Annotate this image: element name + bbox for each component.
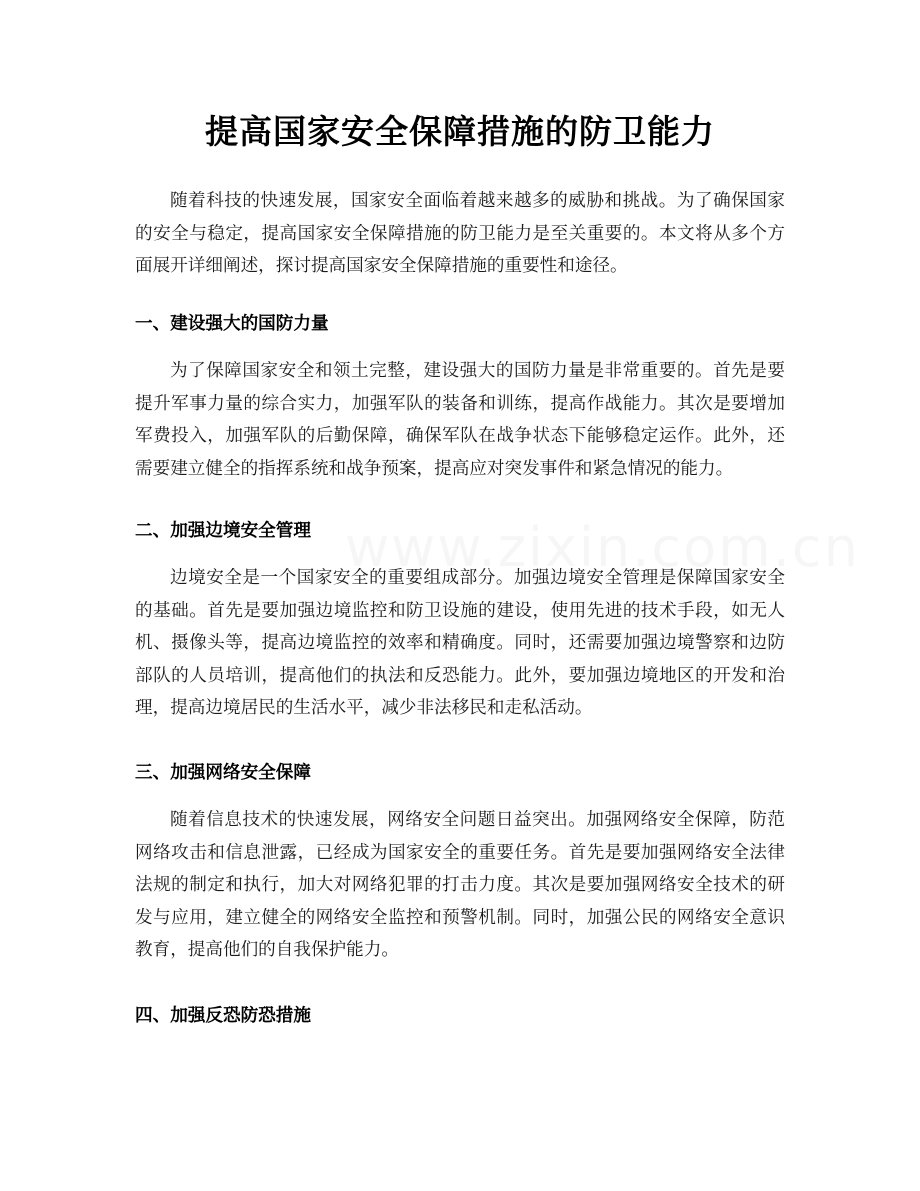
section-body-1: 为了保障国家安全和领土完整，建设强大的国防力量是非常重要的。首先是要提升军事力量的综合实力，加强军队的装备和训练，提高作战能力。其次是要增加军费投入，加强军队的后勤保障，确保军队在战争状态下能够稳定运作。此外，还需要建立健全的指挥系统和战争预案，提高应对突发事件和紧急情况的能力。 [135,361,785,479]
section-heading-1: 一、建设强大的国防力量 [135,314,329,334]
section-body-3: 随着信息技术的快速发展，网络安全问题日益突出。加强网络安全保障，防范网络攻击和信息泄露，已经成为国家安全的重要任务。首先是要加强网络安全法律法规的制定和执行，加大对网络犯罪的打击力度。其次是要加强网络安全技术的研发与应用，建立健全的网络安全监控和预警机制。同时，加强公民的网络安全意识教育，提高他们的自我保护能力。 [135,810,785,960]
section-heading-4: 四、加强反恐防恐措施 [135,1006,311,1026]
section-heading-2: 二、加强边境安全管理 [135,521,311,541]
section-heading-3: 三、加强网络安全保障 [135,763,311,783]
section-body-2: 边境安全是一个国家安全的重要组成部分。加强边境安全管理是保障国家安全的基础。首先是要加强边境监控和防卫设施的建设，使用先进的技术手段，如无人机、摄像头等，提高边境监控的效率和精确度。同时，还需要加强边境警察和边防部队的人员培训，提高他们的执法和反恐能力。此外，要加强边境地区的开发和治理，提高边境居民的生活水平，减少非法移民和走私活动。 [135,568,785,718]
intro-paragraph: 随着科技的快速发展，国家安全面临着越来越多的威胁和挑战。为了确保国家的安全与稳定，提高国家安全保障措施的防卫能力是至关重要的。本文将从多个方面展开详细阐述，探讨提高国家安全保障措施的重要性和途径。 [135,191,785,276]
document-title: 提高国家安全保障措施的防卫能力 [205,112,715,151]
